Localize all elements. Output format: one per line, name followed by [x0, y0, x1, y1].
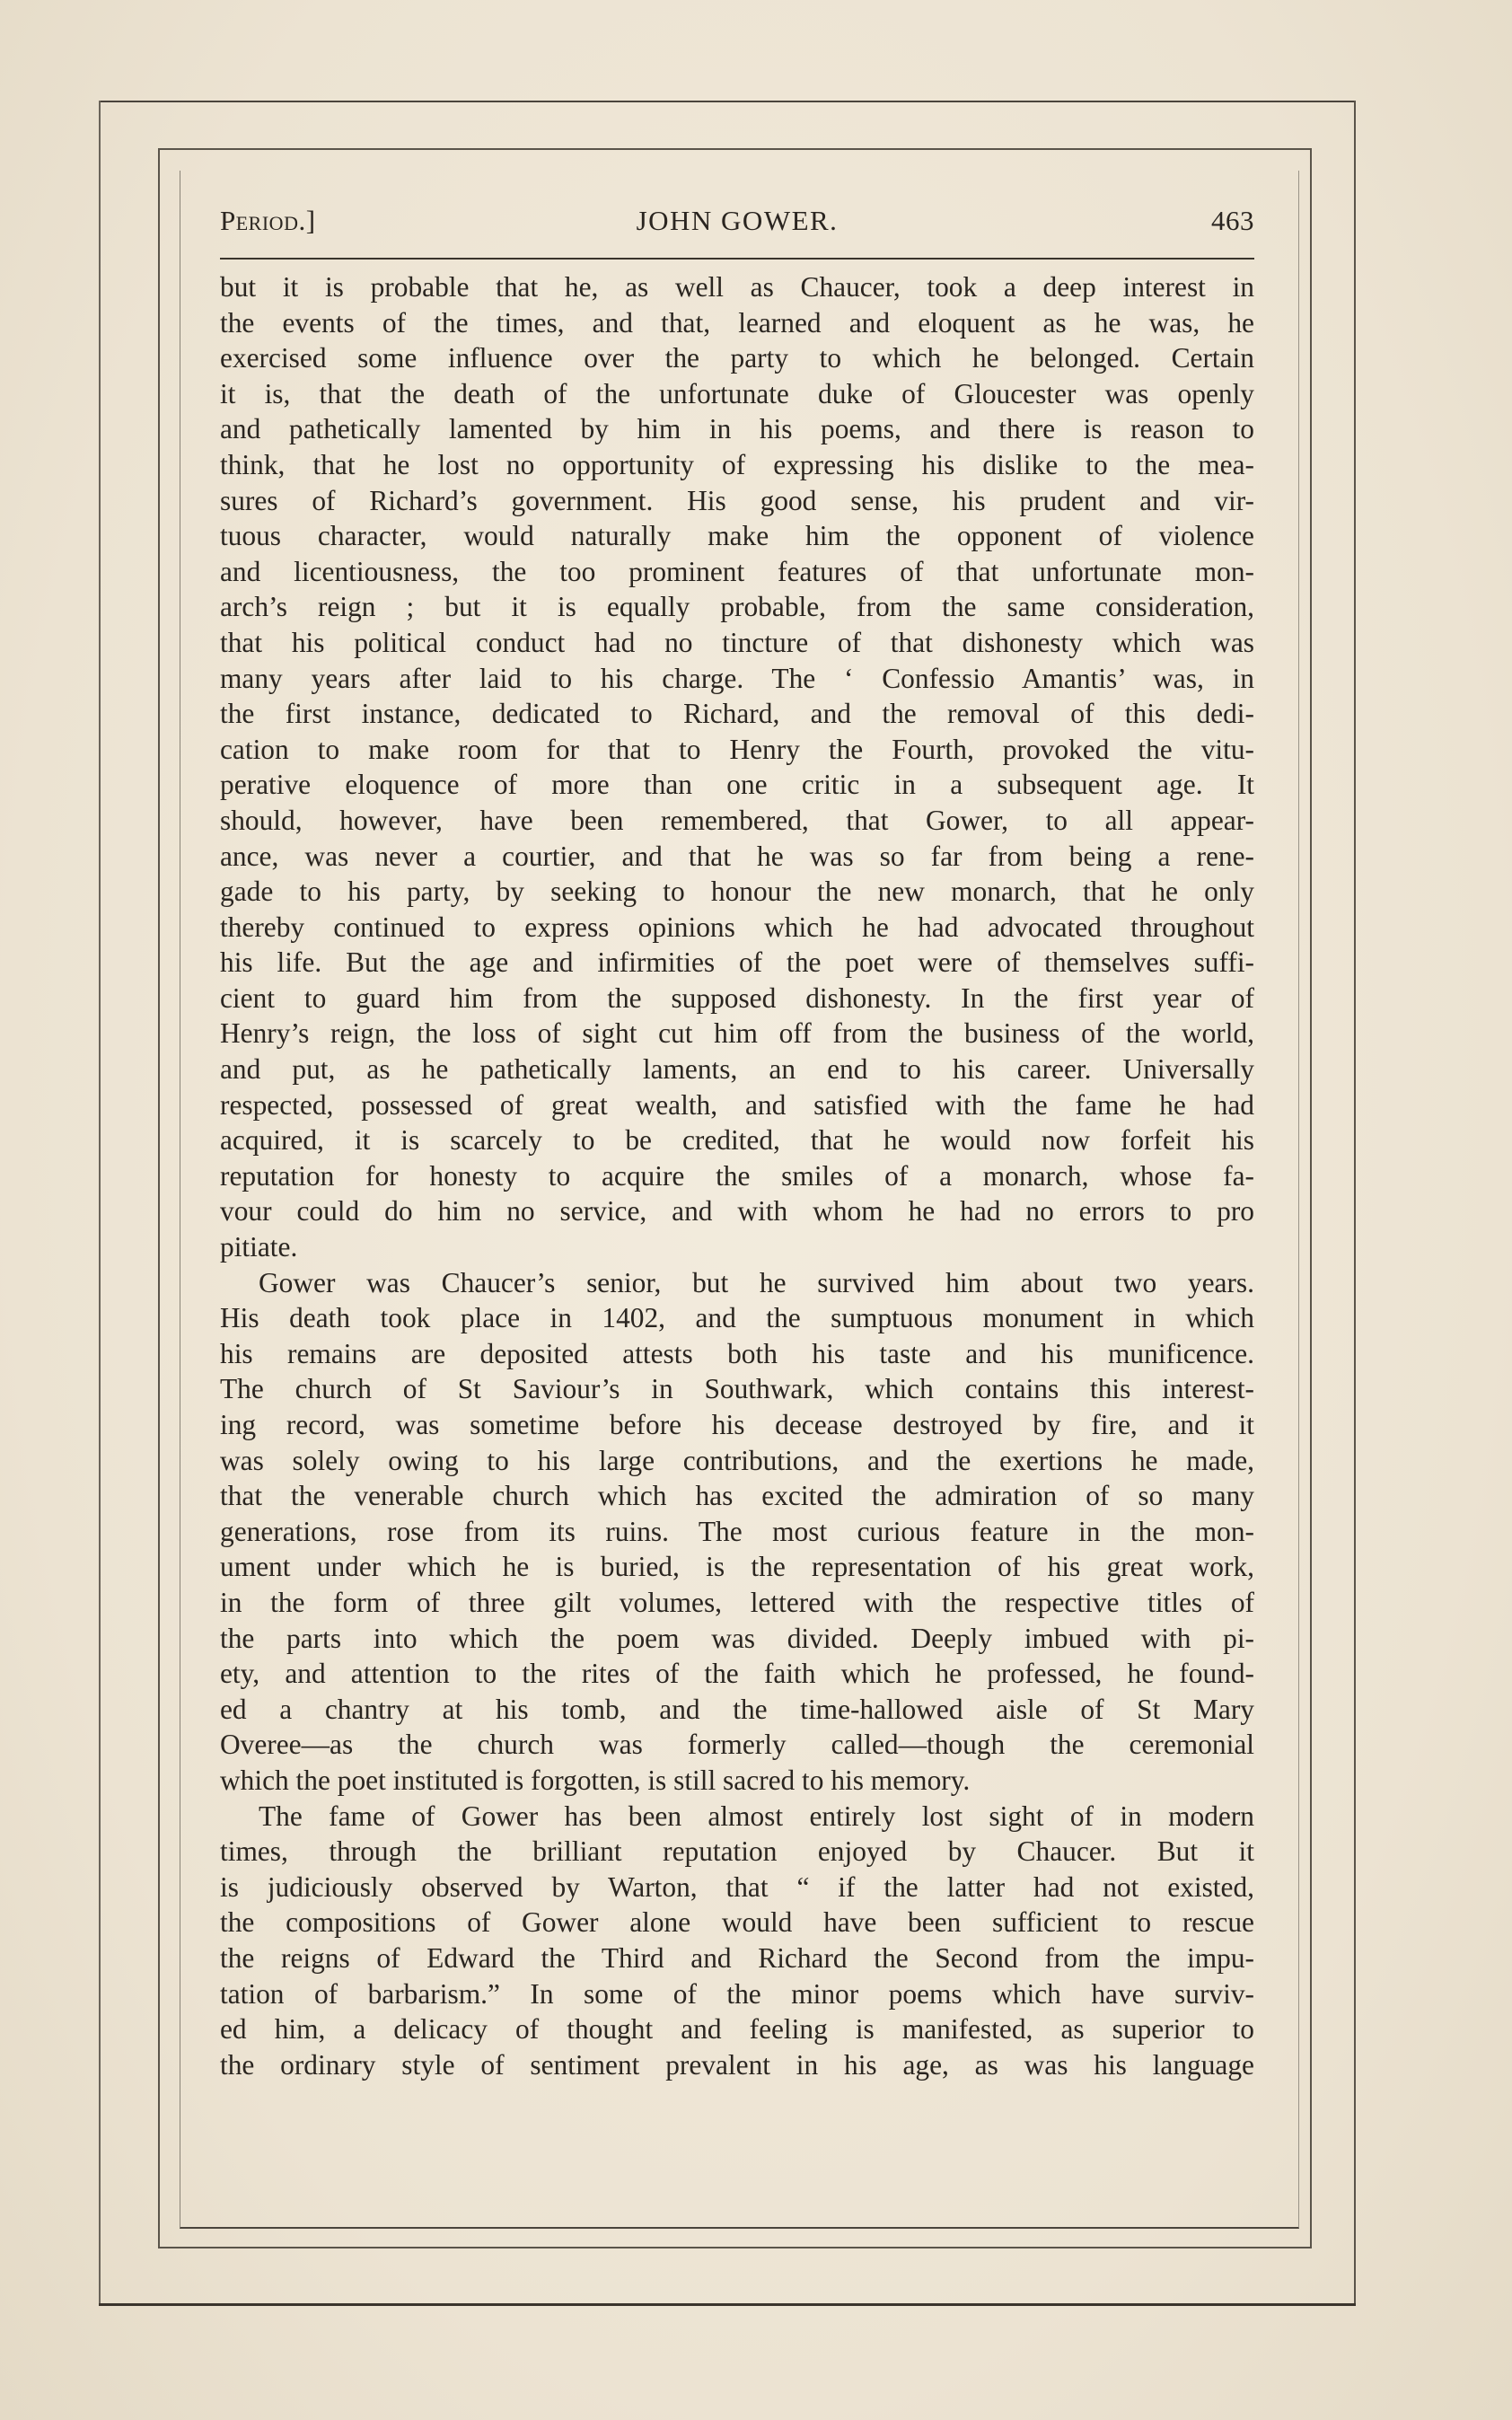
text-line: tation of barbarism.” In some of the minor poems which have surviv- — [220, 1977, 1254, 2010]
text-line: respected, possessed of great wealth, and satisfied with the fame he had — [220, 1088, 1254, 1121]
text-line: generations, rose from its ruins. The most curious feature in the mon- — [220, 1515, 1254, 1547]
text-line: sures of Richard’s government. His good sense, his prudent and vir- — [220, 484, 1254, 516]
outer-frame-top-rule — [99, 101, 1356, 102]
text-line: perative eloquence of more than one critic in a subsequent age. It — [220, 769, 1254, 801]
text-line: gade to his party, by seeking to honour the new monarch, that he only — [220, 876, 1254, 908]
text-line: his remains are deposited attests both his taste and his munificence. — [220, 1337, 1254, 1369]
text-line: the compositions of Gower alone would have been sufficient to rescue — [220, 1906, 1254, 1939]
text-line: pitiate. — [220, 1231, 298, 1263]
text-line: ing record, was sometime before his decease destroyed by fire, and it — [220, 1409, 1254, 1440]
text-line: times, through the brilliant reputation enjoyed by Chaucer. But it — [220, 1835, 1254, 1868]
text-line: was solely owing to his large contributions, and the exertions he made, — [220, 1444, 1254, 1476]
text-line: ument under which he is buried, is the representation of his great work, — [220, 1551, 1254, 1583]
text-line: cient to guard him from the supposed dishonesty. In the first year of — [220, 981, 1254, 1014]
text-line: ety, and attention to the rites of the faith which he professed, he found- — [220, 1658, 1254, 1690]
text-line: acquired, it is scarcely to be credited, that he would now forfeit his — [220, 1124, 1254, 1157]
text-line: Overee—as the church was formerly called—though the ceremonial — [220, 1729, 1254, 1761]
text-line: the reigns of Edward the Third and Richard the Second from the impu- — [220, 1941, 1254, 1974]
text-line: The church of St Saviour’s in Southwark, which contains this interest- — [220, 1373, 1254, 1405]
text-line: the first instance, dedicated to Richard, and the removal of this dedi- — [220, 698, 1254, 730]
text-line: The fame of Gower has been almost entirely lost sight of in modern — [259, 1800, 1254, 1832]
body-text — [220, 269, 1254, 2082]
outer-frame-left-rule — [99, 101, 101, 2305]
text-line: ance, was never a courtier, and that he was so far from being a rene- — [220, 840, 1254, 872]
text-line: ed him, a delicacy of thought and feeling is manifested, as superior to — [220, 2013, 1254, 2046]
text-line: vour could do him no service, and with whom he had no errors to pro — [220, 1195, 1254, 1228]
text-line: in the form of three gilt volumes, lettered with the respective titles of — [220, 1586, 1254, 1618]
text-line: His death took place in 1402, and the sumptuous monument in which — [220, 1302, 1254, 1334]
text-line: that his political conduct had no tincture of that dishonesty which was — [220, 626, 1254, 658]
text-line: Henry’s reign, the loss of sight cut him off from the business of the world, — [220, 1017, 1254, 1050]
text-line: should, however, have been remembered, that Gower, to all appear- — [220, 804, 1254, 836]
text-line: the ordinary style of sentiment prevalent in his age, as was his language — [220, 2048, 1254, 2081]
text-line: which the poet instituted is forgotten, is still sacred to his memory. — [220, 1764, 971, 1796]
text-line: the parts into which the poem was divided. Deeply imbued with pi- — [220, 1622, 1254, 1654]
text-line: exercised some influence over the party to which he belonged. Certain — [220, 342, 1254, 374]
text-line: cation to make room for that to Henry the Fourth, provoked the vitu- — [220, 733, 1254, 765]
outer-frame-right-rule — [1354, 101, 1356, 2305]
text-line: ed a chantry at his tomb, and the time-hallowed aisle of St Mary — [220, 1693, 1254, 1725]
text-line: is judiciously observed by Warton, that “ if the latter had not existed, — [220, 1870, 1254, 1903]
text-line: it is, that the death of the unfortunate duke of Gloucester was openly — [220, 377, 1254, 409]
text-line: but it is probable that he, as well as Chaucer, took a deep interest in — [220, 271, 1254, 303]
text-line: and put, as he pathetically laments, an end to his career. Universally — [220, 1053, 1254, 1086]
running-header-section: Period.] — [220, 205, 316, 236]
text-line: his life. But the age and infirmities of the poet were of themselves suffi- — [220, 946, 1254, 979]
text-line: Gower was Chaucer’s senior, but he survived him about two years. — [259, 1266, 1254, 1298]
page-number: 463 — [1211, 205, 1254, 236]
text-line: tuous character, would naturally make him the opponent of violence — [220, 520, 1254, 552]
running-header-title: JOHN GOWER. — [636, 205, 839, 236]
text-line: reputation for honesty to acquire the smiles of a monarch, whose fa- — [220, 1159, 1254, 1192]
text-line: many years after laid to his charge. The ‘ Confessio Amantis’ was, in — [220, 662, 1254, 694]
text-line: the events of the times, and that, learned and eloquent as he was, he — [220, 306, 1254, 339]
running-header — [220, 199, 1254, 244]
text-line: arch’s reign ; but it is equally probable, from the same consideration, — [220, 591, 1254, 623]
text-line: think, that he lost no opportunity of expressing his dislike to the mea- — [220, 448, 1254, 480]
text-line: that the venerable church which has excited the admiration of so many — [220, 1480, 1254, 1512]
outer-frame-bottom-rule — [99, 2303, 1356, 2306]
header-rule — [220, 258, 1254, 260]
text-line: and pathetically lamented by him in his poems, and there is reason to — [220, 413, 1254, 445]
text-line: thereby continued to express opinions which he had advocated throughout — [220, 911, 1254, 943]
text-line: and licentiousness, the too prominent features of that unfortunate mon- — [220, 555, 1254, 587]
